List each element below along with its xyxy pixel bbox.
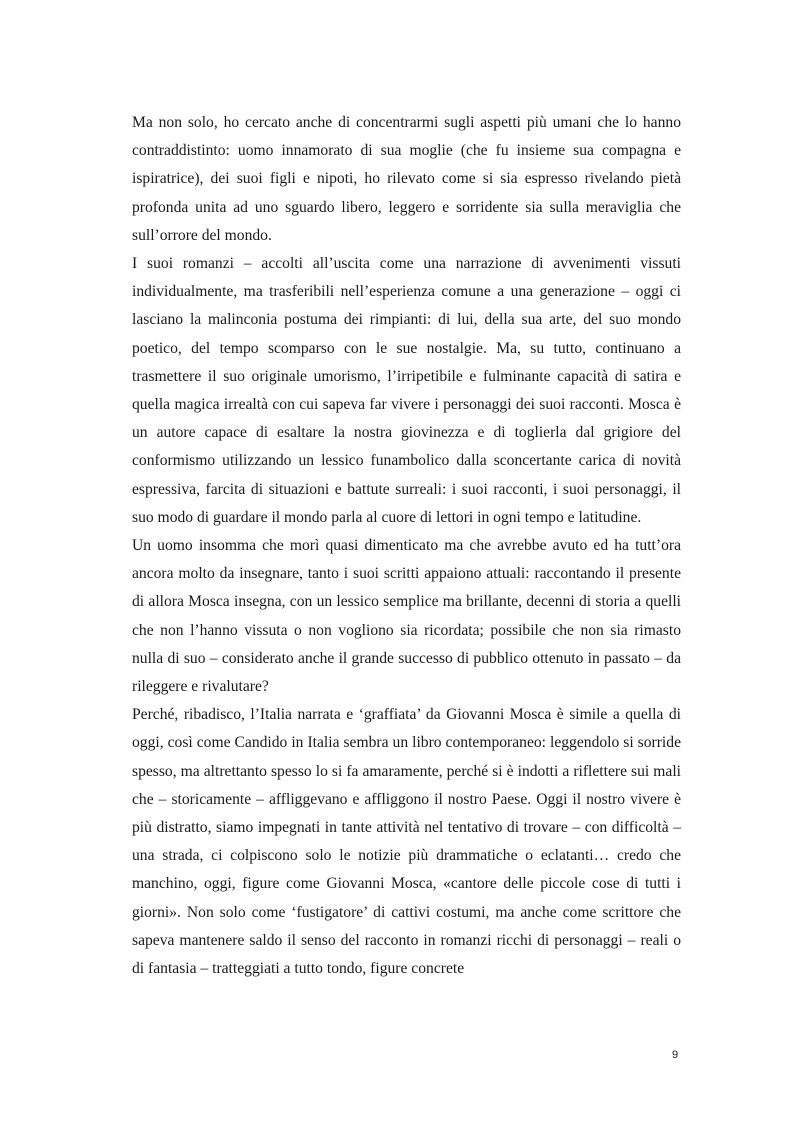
paragraph-2: I suoi romanzi – accolti all’uscita come una narrazione di avvenimenti vissuti individualmente, ma trasferibili nell’esperienza comune a una generazione – oggi ci lasciano la malinconia postuma dei rimpianti: di lui, della sua arte, del suo mondo poetico, del tempo scomparso con le sue nostalgie. Ma, su tutto, continuano a trasmettere il suo originale umorismo, l’irripetibile e fulminante capacità di satira e quella magica irrealtà con cui sapeva far vivere i personaggi dei suoi racconti. Mosca è un autore capace di esaltare la nostra giovinezza e di toglierla dal grigiore del conformismo utilizzando un lessico funambolico dalla sconcertante carica di novità espressiva, farcita di situazioni e battute surreali: i suoi racconti, i suoi personaggi, il suo modo di guardare il mondo parla al cuore di lettori in ogni tempo e latitudine. xyxy=(132,255,681,526)
paragraph-1: Ma non solo, ho cercato anche di concentrarmi sugli aspetti più umani che lo hanno contraddistinto: uomo innamorato di sua moglie (che fu insieme sua compagna e ispiratrice), dei suoi figli e nipoti, ho rilevato come si sia espresso rivelando pietà profonda unita ad uno sguardo libero, leggero e sorridente sia sulla meraviglia che sull’orrore del mondo. xyxy=(132,114,681,244)
body-text xyxy=(132,109,681,983)
paragraph-4: Perché, ribadisco, l’Italia narrata e ‘graffiata’ da Giovanni Mosca è simile a quella di oggi, così come Candido in Italia sembra un libro contemporaneo: leggendolo si sorride spesso, ma altrettanto spesso lo si fa amaramente, perché si è indotti a riflettere sui mali che – storicamente – affliggevano e affliggono il nostro Paese. Oggi il nostro vivere è più distratto, siamo impegnati in tante attività nel tentativo di trovare – con difficoltà – una strada, ci colpiscono solo le notizie più drammatiche o eclatanti… credo che manchino, oggi, figure come Giovanni Mosca, «cantore delle piccole cose di tutti i giorni». Non solo come ‘fustigatore’ di cattivi costumi, ma anche come scrittore che sapeva mantenere saldo il senso del racconto in romanzi ricchi di personaggi – reali o di fantasia – tratteggiati a tutto tondo, figure concrete xyxy=(132,706,681,978)
paragraph-3: Un uomo insomma che morì quasi dimenticato ma che avrebbe avuto ed ha tutt’ora ancora molto da insegnare, tanto i suoi scritti appaiono attuali: raccontando il presente di allora Mosca insegna, con un lessico semplice ma brillante, decenni di storia a quelli che non l’hanno vissuta o non vogliono sia ricordata; possibile che non sia rimasto nulla di suo – considerato anche il grande successo di pubblico ottenuto in passato – da rileggere e rivalutare? xyxy=(132,537,681,696)
page-number: 9 xyxy=(672,1049,679,1061)
